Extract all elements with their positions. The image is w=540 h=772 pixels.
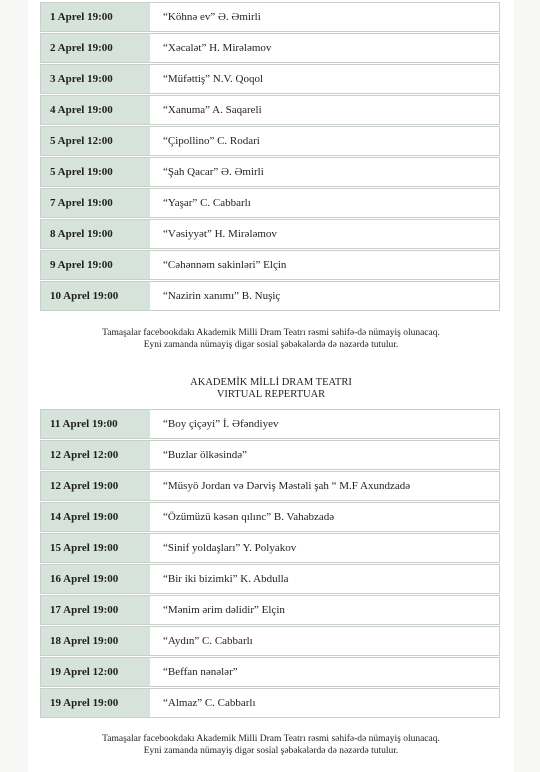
table-row <box>40 471 500 501</box>
table-row <box>40 64 500 94</box>
show-title: “Özümüzü kəsən qılınc” B. Vahabzadə <box>150 503 499 531</box>
show-title: “Beffan nənələr” <box>150 658 499 686</box>
note-line: Eyni zamanda nümayiş digər sosial şəbəkələrdə də nəzərdə tutulur. <box>143 746 399 756</box>
show-title: “Xanuma” A. Saqareli <box>150 96 499 124</box>
show-date: 5 Aprel 12:00 <box>41 127 150 155</box>
table-row <box>40 219 500 249</box>
broadcast-note-2 <box>28 733 514 757</box>
show-date: 9 Aprel 19:00 <box>41 251 150 279</box>
broadcast-note-1 <box>28 327 514 351</box>
note-line: Tamaşalar facebookdakı Akademik Milli Dram Teatrı rəsmi səhifə-də nümayiş olunacaq. <box>102 328 440 338</box>
table-row <box>40 502 500 532</box>
show-title: “Çipollino” C. Rodari <box>150 127 499 155</box>
show-date: 4 Aprel 19:00 <box>41 96 150 124</box>
table-row <box>40 595 500 625</box>
show-title: “Mənim ərim dəlidir” Elçin <box>150 596 499 624</box>
note-line: Tamaşalar facebookdakı Akademik Milli Dram Teatrı rəsmi səhifə-də nümayiş olunacaq. <box>102 734 440 744</box>
show-title: “Köhnə ev” Ə. Əmirli <box>150 3 499 31</box>
table-row <box>40 440 500 470</box>
show-date: 14 Aprel 19:00 <box>41 503 150 531</box>
table-row <box>40 626 500 656</box>
table-row <box>40 95 500 125</box>
show-date: 3 Aprel 19:00 <box>41 65 150 93</box>
theatre-name: AKADEMİK MİLLİ DRAM TEATRI <box>190 377 352 388</box>
show-date: 10 Aprel 19:00 <box>41 282 150 310</box>
show-title: “Xəcalət” H. Mirələmov <box>150 34 499 62</box>
show-date: 5 Aprel 19:00 <box>41 158 150 186</box>
show-title: “Bir iki bizimki” K. Abdulla <box>150 565 499 593</box>
show-title: “Vəsiyyət” H. Mirələmov <box>150 220 499 248</box>
show-date: 1 Aprel 19:00 <box>41 3 150 31</box>
table-row <box>40 33 500 63</box>
section-heading <box>28 377 514 401</box>
document-page <box>28 0 514 772</box>
show-date: 11 Aprel 19:00 <box>41 410 150 438</box>
show-title: “Almaz” C. Cabbarlı <box>150 689 499 717</box>
show-date: 16 Aprel 19:00 <box>41 565 150 593</box>
table-row <box>40 409 500 439</box>
show-title: “Yaşar” C. Cabbarlı <box>150 189 499 217</box>
repertoire-title: VIRTUAL REPERTUAR <box>216 389 326 400</box>
table-row <box>40 657 500 687</box>
note-line: Eyni zamanda nümayiş digər sosial şəbəkələrdə də nəzərdə tutulur. <box>143 340 399 350</box>
show-date: 15 Aprel 19:00 <box>41 534 150 562</box>
table-row <box>40 250 500 280</box>
table-row <box>40 157 500 187</box>
table-row <box>40 2 500 32</box>
table-row <box>40 688 500 718</box>
show-date: 7 Aprel 19:00 <box>41 189 150 217</box>
show-date: 12 Aprel 12:00 <box>41 441 150 469</box>
show-date: 17 Aprel 19:00 <box>41 596 150 624</box>
table-row <box>40 564 500 594</box>
show-title: “Boy çiçəyi” İ. Əfəndiyev <box>150 410 499 438</box>
show-title: “Cəhənnəm sakinləri” Elçin <box>150 251 499 279</box>
table-row <box>40 281 500 311</box>
show-title: “Buzlar ölkəsində” <box>150 441 499 469</box>
show-title: “Müfəttiş” N.V. Qoqol <box>150 65 499 93</box>
table-row <box>40 188 500 218</box>
show-title: “Aydın” C. Cabbarlı <box>150 627 499 655</box>
show-date: 18 Aprel 19:00 <box>41 627 150 655</box>
show-date: 12 Aprel 19:00 <box>41 472 150 500</box>
show-title: “Sinif yoldaşları” Y. Polyakov <box>150 534 499 562</box>
show-title: “Nazirin xanımı” B. Nuşiç <box>150 282 499 310</box>
show-date: 19 Aprel 19:00 <box>41 689 150 717</box>
show-title: “Müsyö Jordan və Dərviş Məstəli şah “ M.F Axundzadə <box>150 472 499 500</box>
show-title: “Şah Qacar” Ə. Əmirli <box>150 158 499 186</box>
table-row <box>40 126 500 156</box>
show-date: 2 Aprel 19:00 <box>41 34 150 62</box>
show-date: 8 Aprel 19:00 <box>41 220 150 248</box>
table-row <box>40 533 500 563</box>
show-date: 19 Aprel 12:00 <box>41 658 150 686</box>
